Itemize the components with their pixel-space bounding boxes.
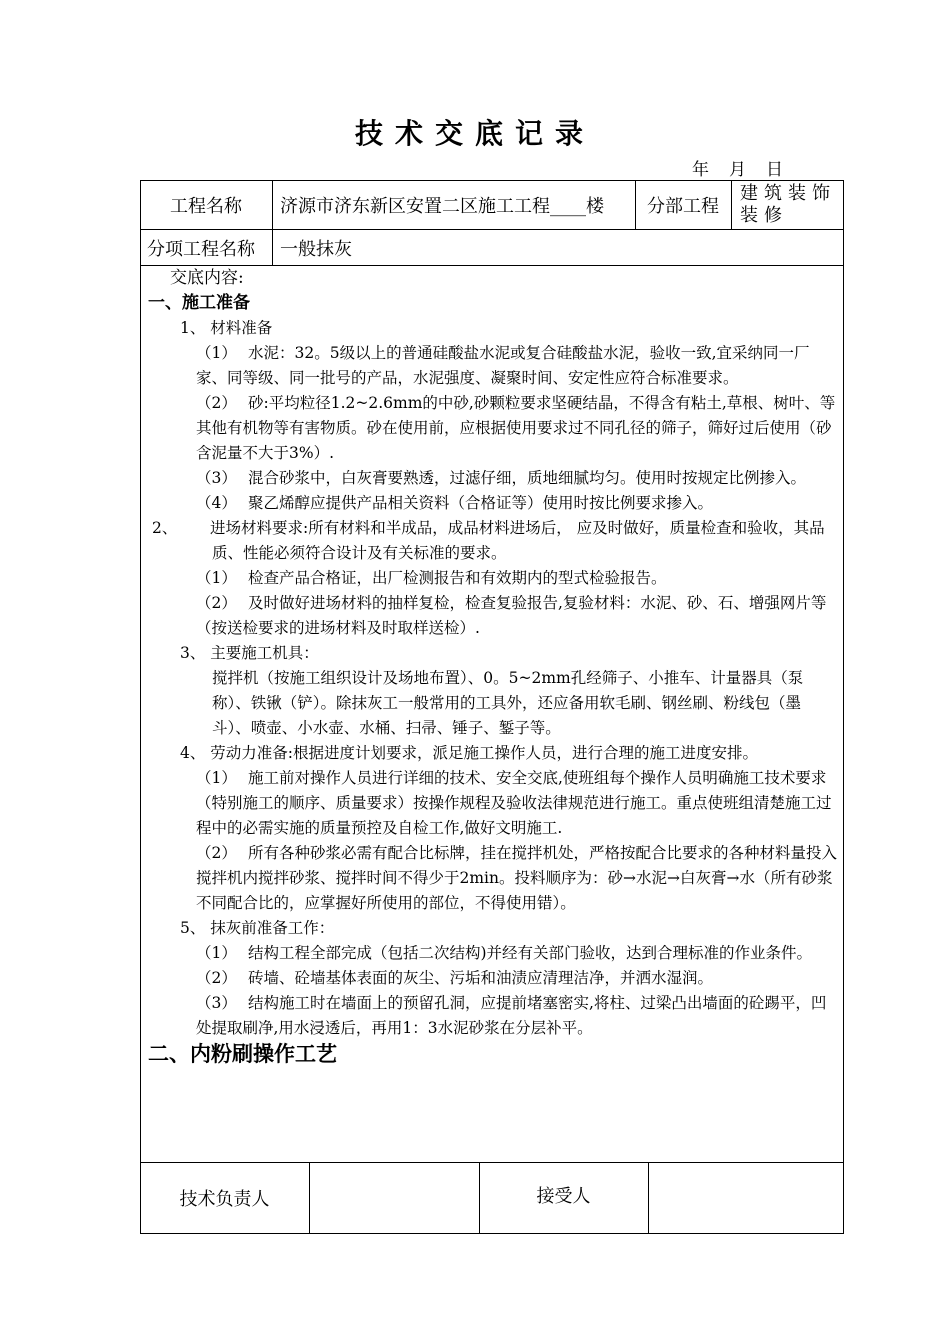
- item-number: （2）: [196, 594, 237, 612]
- item-text: 施工前对操作人员进行详细的技术、安全交底,使班组每个操作人员明确施工技术要求（特别施工的顺序、质量要求）按操作规程及验收法律规范进行施工。重点使班组清楚施工过程中的必需实施的质量预控及自检工作,做好文明施工.: [196, 769, 832, 837]
- date-month: 月: [729, 160, 746, 180]
- item-text: 混合砂浆中，白灰膏要熟透，过滤仔细，质地细腻均匀。使用时按规定比例掺入。: [248, 469, 807, 487]
- item-heading: 3、 主要施工机具：: [180, 644, 319, 662]
- item-text: 检查产品合格证，出厂检测报告和有效期内的型式检验报告。: [248, 569, 667, 587]
- col-divider: [648, 1162, 649, 1234]
- list-item: [148, 766, 838, 841]
- item-number: （3）: [196, 469, 237, 487]
- list-item: [148, 341, 838, 391]
- list-item: [148, 391, 838, 466]
- intro-label: 交底内容:: [170, 268, 244, 288]
- col-divider: [731, 180, 732, 230]
- document-title: 技术交底记录: [354, 117, 595, 150]
- item-number: （1）: [196, 944, 237, 962]
- item-number: （2）: [196, 394, 237, 412]
- list-item: [148, 466, 838, 491]
- item-number: （4）: [196, 494, 237, 512]
- date-year: 年: [692, 160, 709, 180]
- list-item: [148, 841, 838, 916]
- subitem-value: 一般抹灰: [280, 239, 352, 260]
- item-number: （2）: [196, 844, 237, 862]
- item-heading: 4、 劳动力准备:根据进度计划要求，派足施工操作人员，进行合理的施工进度安排。: [180, 744, 759, 762]
- item-text: 及时做好进场材料的抽样复检，检查复验报告,复验材料：水泥、砂、石、增强网片等（按送检要求的进场材料及时取样送检）.: [196, 594, 827, 637]
- list-item: [148, 591, 838, 641]
- item-heading: 5、 抹灰前准备工作：: [180, 919, 335, 937]
- item-text: 砖墙、砼墙基体表面的灰尘、污垢和油渍应清理洁净，并洒水湿润。: [248, 969, 714, 987]
- tech-lead-label: 技术负责人: [179, 1189, 270, 1210]
- item-number: （2）: [196, 969, 237, 987]
- list-item: [148, 516, 838, 566]
- item-text: 所有各种砂浆必需有配合比标牌，挂在搅拌机处，严格按配合比要求的各种材料量投入搅拌机内搅拌砂浆、搅拌时间不得少于2min。投料顺序为：砂→水泥→白灰膏→水（所有砂浆不同配合比的，应掌握好所使用的部位，不得使用错）。: [196, 844, 838, 912]
- disclosure-content: [148, 266, 838, 1066]
- section-heading: 一、施工准备: [148, 293, 250, 313]
- list-item: [148, 491, 838, 516]
- project-label: 工程名称: [170, 196, 242, 217]
- item-text: 砂:平均粒径1.2~2.6mm的中砂,砂颗粒要求坚硬结晶，不得含有粘土,草根、树叶、等其他有机物等有害物质。砂在使用前，应根据使用要求过不同孔径的筛子，筛好过后使用（砂含泥量不大于3%）.: [196, 394, 836, 462]
- list-item: [148, 991, 838, 1041]
- subitem-label: 分项工程名称: [147, 239, 255, 260]
- division-value: 建筑装饰装修: [740, 183, 836, 226]
- item-heading: 1、 材料准备: [180, 319, 273, 337]
- item-number: （1）: [196, 344, 237, 362]
- item-text: 水泥：32。5级以上的普通硅酸盐水泥或复合硅酸盐水泥，验收一致,宜采纳同一厂家、同等级、同一批号的产品，水泥强度、凝聚时间、安定性应符合标准要求。: [196, 344, 810, 387]
- item-text: 进场材料要求:所有材料和半成品，成品材料进场后， 应及时做好，质量检查和验收，其品质、性能必须符合设计及有关标准的要求。: [210, 519, 825, 562]
- item-number: （1）: [196, 769, 237, 787]
- list-item: [148, 566, 838, 591]
- item-text: 结构工程全部完成（包括二次结构)并经有关部门验收，达到合理标准的作业条件。: [248, 944, 813, 962]
- list-item: [148, 966, 838, 991]
- item-text: 聚乙烯醇应提供产品相关资料（合格证等）使用时按比例要求掺入。: [248, 494, 714, 512]
- section-heading: 二、内粉刷操作工艺: [148, 1041, 337, 1066]
- item-text: 结构施工时在墙面上的预留孔洞，应提前堵塞密实,将柱、过梁凸出墙面的砼踢平，凹处提取刷净,用水浸透后，再用1：3水泥砂浆在分层补平。: [196, 994, 827, 1037]
- col-divider: [272, 180, 273, 266]
- date-day: 日: [766, 160, 783, 180]
- item-number: 2、: [152, 519, 178, 537]
- tools-text: 搅拌机（按施工组织设计及场地布置）、0。5~2mm孔经筛子、小推车、计量器具（泵称）、铁锹（铲）。除抹灰工一般常用的工具外，还应备用软毛刷、钢丝刷、粉线包（墨斗）、喷壶、小水壶、水桶、扫帚、锤子、錾子等。: [212, 669, 804, 737]
- receiver-label: 接受人: [536, 1186, 591, 1207]
- project-value: 济源市济东新区安置二区施工工程____楼: [280, 196, 604, 217]
- item-number: （1）: [196, 569, 237, 587]
- division-label: 分部工程: [647, 196, 719, 217]
- date-line: [692, 155, 803, 180]
- item-number: （3）: [196, 994, 237, 1012]
- col-divider: [309, 1162, 310, 1234]
- list-item: [148, 941, 838, 966]
